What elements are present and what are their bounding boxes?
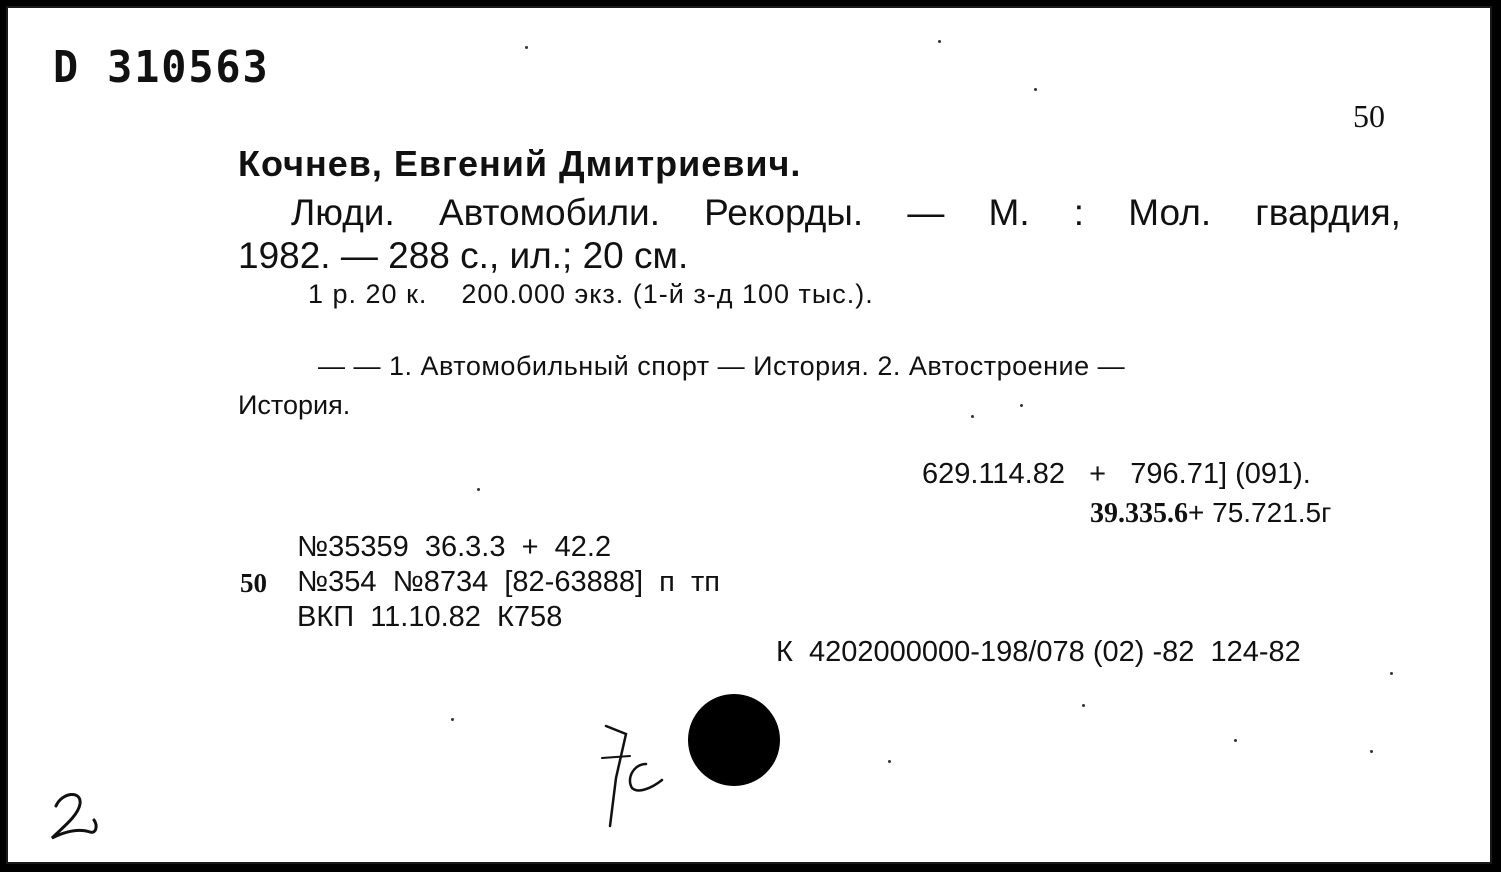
accession-copies-number: 50 xyxy=(240,568,267,598)
punch-hole xyxy=(688,694,780,786)
title-line-1 xyxy=(291,194,1401,231)
title-word: — xyxy=(907,192,945,233)
shelf-number: 50 xyxy=(1353,98,1385,134)
title-word: Автомобили. xyxy=(438,192,660,233)
scan-speck xyxy=(451,718,454,721)
title-word: гвардия, xyxy=(1255,192,1401,233)
handwritten-mark-left xyxy=(44,788,114,848)
price-circulation: 1 р. 20 к. 200.000 экз. (1-й з-д 100 тыс.). xyxy=(308,279,874,309)
inventory-stamp: D 310563 xyxy=(53,42,270,93)
scan-speck xyxy=(1020,404,1023,407)
title-word: Рекорды. xyxy=(704,192,864,233)
accession-line-2: №354 №8734 [82-63888] п тп xyxy=(297,566,720,598)
udc-index: 629.114.82 + 796.71] (091). xyxy=(922,458,1311,490)
accession-line-1: №35359 36.3.3 + 42.2 xyxy=(297,531,612,563)
scan-speck xyxy=(1390,672,1393,675)
scan-speck xyxy=(525,46,528,49)
title-word: Люди. xyxy=(291,192,395,233)
subject-headings-line-2: История. xyxy=(238,390,351,420)
catalog-card xyxy=(6,6,1492,864)
title-word: М. xyxy=(988,192,1030,233)
scan-speck xyxy=(938,40,941,43)
scan-speck xyxy=(1234,739,1237,742)
scan-speck xyxy=(971,415,974,418)
bbk-index xyxy=(1090,499,1331,528)
scan-speck xyxy=(1082,704,1085,707)
scan-speck xyxy=(477,488,480,491)
title-word: Мол. xyxy=(1128,192,1212,233)
bbk-rest-part: + 75.721.5г xyxy=(1188,497,1332,528)
scan-speck xyxy=(1370,750,1373,753)
title-word: : xyxy=(1073,192,1085,233)
handwritten-mark-center xyxy=(596,718,676,838)
bbk-bold-part: 39.335.6 xyxy=(1090,498,1188,529)
title-line-2: 1982. — 288 с., ил.; 20 см. xyxy=(238,235,689,276)
k-code: К 4202000000-198/078 (02) -82 124-82 xyxy=(776,636,1301,668)
scan-speck xyxy=(1034,88,1037,91)
accession-line-3: ВКП 11.10.82 К758 xyxy=(297,601,563,633)
subject-headings-line-1: — — 1. Автомобильный спорт — История. 2. Автостроение — xyxy=(318,351,1126,381)
author-heading: Кочнев, Евгений Дмитриевич. xyxy=(238,143,802,184)
scan-speck xyxy=(888,760,891,763)
